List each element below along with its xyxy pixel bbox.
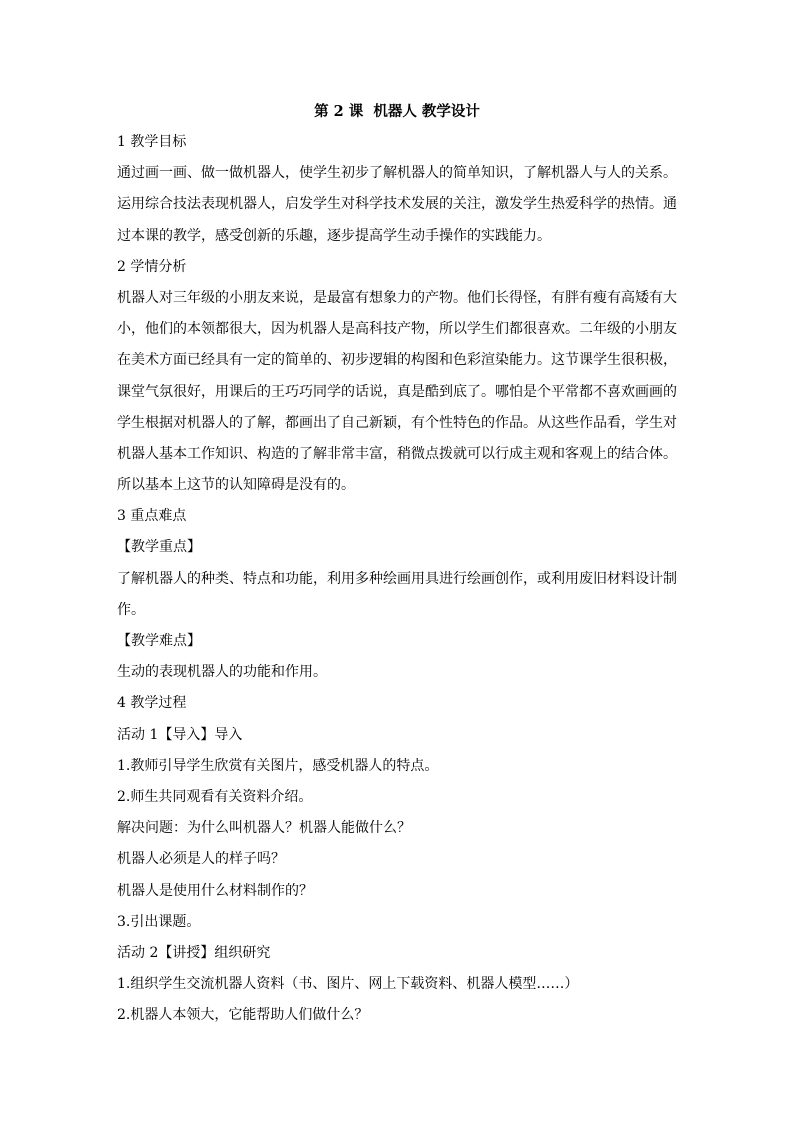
activity-line: 2.师生共同观看有关资料介绍。 bbox=[117, 788, 313, 805]
activity-title: 活动 2【讲授】组织研究 bbox=[117, 944, 271, 961]
paragraph-line: 过本课的教学，感受创新的乐趣，逐步提高学生动手操作的实践能力。 bbox=[117, 227, 551, 244]
section-heading: 4 教学过程 bbox=[117, 695, 187, 712]
paragraph-line: 课堂气氛很好，用课后的王巧巧同学的话说，真是酷到底了。哪怕是个平常都不喜欢画画的 bbox=[117, 383, 677, 400]
section-heading: 1 教学目标 bbox=[117, 134, 187, 150]
paragraph-line: 在美术方面已经具有一定的简单的、初步逻辑的构图和色彩渲染能力。这节课学生很积极， bbox=[117, 352, 677, 369]
focus-label: 【教学重点】 bbox=[117, 539, 201, 556]
paragraph-line: 小，他们的本领都很大，因为机器人是高科技产物，所以学生们都很喜欢。二年级的小朋友 bbox=[117, 321, 677, 338]
activity-line: 机器人必须是人的样子吗？ bbox=[117, 851, 285, 868]
paragraph-line: 了解机器人的种类、特点和功能，利用多种绘画用具进行绘画创作，或利用废旧材料设计制 bbox=[117, 570, 677, 587]
paragraph-line: 运用综合技法表现机器人，启发学生对科学技术发展的关注，激发学生热爱科学的热情。通 bbox=[117, 196, 677, 213]
section-heading: 2 学情分析 bbox=[117, 258, 187, 275]
activity-line: 1.教师引导学生欣赏有关图片，感受机器人的特点。 bbox=[117, 757, 439, 774]
document-title: 第 2 课 机器人 教学设计 bbox=[314, 103, 480, 120]
section-objectives bbox=[117, 127, 677, 252]
paragraph-line: 作。 bbox=[117, 601, 145, 618]
section-heading: 3 重点难点 bbox=[117, 508, 187, 525]
paragraph-line: 所以基本上这节的认知障碍是没有的。 bbox=[117, 477, 355, 494]
paragraph-line: 机器人对三年级的小朋友来说，是最富有想象力的产物。他们长得怪，有胖有瘦有高矮有大 bbox=[117, 289, 677, 306]
paragraph-line: 通过画一画、做一做机器人，使学生初步了解机器人的简单知识，了解机器人与人的关系。 bbox=[117, 165, 677, 182]
activity-line: 1.组织学生交流机器人资料（书、图片、网上下载资料、机器人模型……） bbox=[117, 976, 579, 993]
section-key-points bbox=[117, 501, 677, 688]
activity-line: 2.机器人本领大，它能帮助人们做什么？ bbox=[117, 1007, 369, 1024]
activity-line: 3.引出课题。 bbox=[117, 913, 201, 930]
activity-line: 解决问题：为什么叫机器人？机器人能做什么？ bbox=[117, 820, 411, 837]
difficulty-label: 【教学难点】 bbox=[117, 633, 201, 649]
paragraph-line: 学生根据对机器人的了解，都画出了自己新颖，有个性特色的作品。从这些作品看，学生对 bbox=[117, 414, 677, 431]
paragraph-line: 机器人基本工作知识、构造的了解非常丰富，稍微点拨就可以行成主观和客观上的结合体。 bbox=[117, 445, 677, 462]
section-process bbox=[117, 688, 677, 1031]
section-analysis bbox=[117, 252, 677, 502]
activity-title: 活动 1【导入】导入 bbox=[117, 726, 243, 743]
activity-line: 机器人是使用什么材料制作的？ bbox=[117, 882, 313, 899]
paragraph-line: 生动的表现机器人的功能和作用。 bbox=[117, 664, 327, 681]
document-body bbox=[117, 97, 677, 1031]
